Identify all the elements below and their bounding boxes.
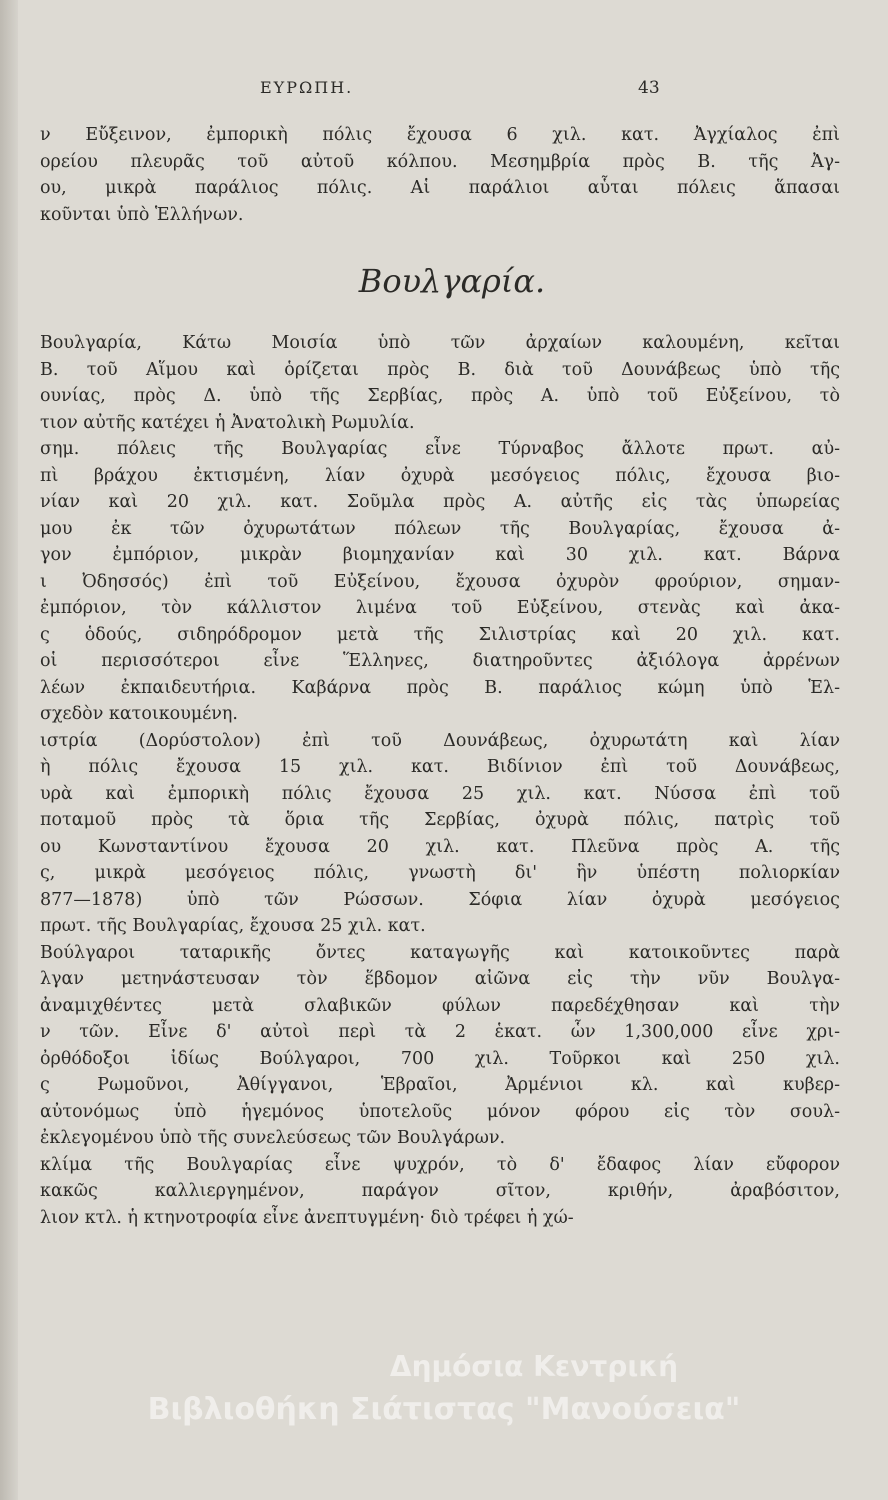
- text-line: πὶ βράχου ἐκτισμένη, λίαν ὀχυρὰ μεσόγειος πόλις, ἔχουσα βιο-: [40, 465, 840, 486]
- text-line: ν Εὔξεινον, ἐμπορικὴ πόλις ἔχουσα 6 χιλ. κατ. Ἀγχίαλος ἐπὶ: [40, 125, 840, 145]
- text-line: αὐτονόμως ὑπὸ ἡγεμόνος ὑποτελοῦς μόνον φόρου εἰς τὸν σουλ-: [40, 1101, 840, 1122]
- text-line: κοῦνται ὑπὸ Ἑλλήνων.: [40, 204, 244, 225]
- text-line: Βούλγαροι ταταρικῆς ὄντες καταγωγῆς καὶ κατοικοῦντες παρὰ: [40, 942, 840, 963]
- text-line: κλίμα τῆς Βουλγαρίας εἶνε ψυχρόν, τὸ δ' ἔδαφος λίαν εὔφορον: [40, 1154, 840, 1175]
- text-line: λέων ἐκπαιδευτήρια. Καβάρνα πρὸς Β. παράλιος κώμη ὑπὸ Ἑλ-: [40, 677, 840, 698]
- book-binding-shadow: [0, 0, 18, 1500]
- text-line: ς, μικρὰ μεσόγειος πόλις, γνωστὴ δι' ἣν ὑπέστη πολιορκίαν: [40, 863, 840, 883]
- text-line: οἱ περισσότεροι εἶνε Ἕλληνες, διατηροῦντες ἀξιόλογα ἀρρένων: [40, 651, 840, 671]
- text-line: Β. τοῦ Αἵμου καὶ ὁρίζεται πρὸς Β. διὰ τοῦ Δουνάβεως ὑπὸ τῆς: [40, 359, 840, 380]
- text-line: νίαν καὶ 20 χιλ. κατ. Σοῦμλα πρὸς Α. αὐτῆς εἰς τὰς ὑπωρείας: [40, 492, 840, 512]
- text-line: ἐμπόριον, τὸν κάλλιστον λιμένα τοῦ Εὐξείνου, στενὰς καὶ ἀκα-: [40, 598, 840, 618]
- text-line: ουνίας, πρὸς Δ. ὑπὸ τῆς Σερβίας, πρὸς Α. ὑπὸ τοῦ Εὐξείνου, τὸ: [40, 386, 840, 406]
- text-line: κακῶς καλλιεργημένον, παράγον σῖτον, κριθήν, ἀραβόσιτον,: [40, 1181, 840, 1201]
- text-line: γον ἐμπόριον, μικρὰν βιομηχανίαν καὶ 30 χιλ. κατ. Βάρνα: [40, 545, 840, 565]
- text-line: Βουλγαρία, Κάτω Μοισία ὑπὸ τῶν ἀρχαίων καλουμένη, κεῖται: [40, 333, 840, 353]
- library-watermark-line1: Δημόσια Κεντρική: [389, 1350, 679, 1383]
- text-line: ου, μικρὰ παράλιος πόλις. Αἱ παράλιοι αὗται πόλεις ἅπασαι: [40, 178, 840, 198]
- body-text: [40, 330, 840, 1231]
- text-line: ὀρθόδοξοι ἰδίως Βούλγαροι, 700 χιλ. Τοῦρκοι καὶ 250 χιλ.: [40, 1048, 840, 1069]
- running-head: [0, 78, 888, 102]
- text-line: λγαν μετηνάστευσαν τὸν ἕβδομον αἰῶνα εἰς τὴν νῦν Βουλγα-: [40, 969, 840, 989]
- text-line: ἐκλεγομένου ὑπὸ τῆς συνελεύσεως τῶν Βουλγάρων.: [40, 1128, 506, 1148]
- text-line: ἀναμιχθέντες μετὰ σλαβικῶν φύλων παρεδέχθησαν καὶ τὴν: [40, 995, 840, 1016]
- text-line: ου Κωνσταντίνου ἔχουσα 20 χιλ. κατ. Πλεῦνα πρὸς Α. τῆς: [40, 836, 840, 857]
- page-number: 43: [638, 78, 660, 98]
- text-line: τιον αὐτῆς κατέχει ἡ Ἀνατολικὴ Ρωμυλία.: [40, 412, 415, 433]
- text-line: 877—1878) ὑπὸ τῶν Ρώσσων. Σόφια λίαν ὀχυρὰ μεσόγειος: [40, 889, 840, 910]
- text-line: ν τῶν. Εἶνε δ' αὐτοὶ περὶ τὰ 2 ἑκατ. ὧν 1,300,000 εἶνε χρι-: [40, 1022, 840, 1042]
- text-line: σχεδὸν κατοικουμένη.: [40, 704, 238, 724]
- library-watermark-line2: Βιβλιοθήκη Σιάτιστας "Μανούσεια": [147, 1392, 741, 1427]
- text-line: ς Ρωμοῦνοι, Ἀθίγγανοι, Ἑβραῖοι, Ἀρμένιοι κλ. καὶ κυβερ-: [40, 1075, 840, 1095]
- text-line: ποταμοῦ πρὸς τὰ ὅρια τῆς Σερβίας, ὀχυρὰ πόλις, πατρὶς τοῦ: [40, 810, 840, 830]
- text-line: λιον κτλ. ἡ κτηνοτροφία εἶνε ἀνεπτυγμένη· διὸ τρέφει ἡ χώ-: [40, 1207, 574, 1228]
- text-line: σημ. πόλεις τῆς Βουλγαρίας εἶνε Τύρναβος ἄλλοτε πρωτ. αὐ-: [40, 439, 840, 459]
- running-head-title: ΕΥΡΩΠΗ.: [260, 78, 354, 97]
- text-line: πρωτ. τῆς Βουλγαρίας, ἔχουσα 25 χιλ. κατ.: [40, 916, 426, 936]
- text-line: μου ἐκ τῶν ὀχυρωτάτων πόλεων τῆς Βουλγαρίας, ἔχουσα ἀ-: [40, 518, 840, 539]
- text-line: ὴ πόλις ἔχουσα 15 χιλ. κατ. Βιδίνιον ἐπὶ τοῦ Δουνάβεως,: [40, 757, 840, 777]
- text-line: ιστρία (Δορύστολον) ἐπὶ τοῦ Δουνάβεως, ὀχυρωτάτη καὶ λίαν: [40, 730, 840, 751]
- intro-paragraph: [40, 122, 840, 228]
- text-line: ορείου πλευρᾶς τοῦ αὐτοῦ κόλπου. Μεσημβρία πρὸς Β. τῆς Ἀγ-: [40, 151, 840, 172]
- section-heading: Βουλγαρία.: [358, 262, 546, 300]
- text-line: ι Ὀδησσός) ἐπὶ τοῦ Εὐξείνου, ἔχουσα ὀχυρὸν φρούριον, σημαν-: [40, 571, 840, 592]
- text-line: υρὰ καὶ ἐμπορικὴ πόλις ἔχουσα 25 χιλ. κατ. Νύσσα ἐπὶ τοῦ: [40, 783, 840, 804]
- text-line: ς ὁδούς, σιδηρόδρομον μετὰ τῆς Σιλιστρίας καὶ 20 χιλ. κατ.: [40, 624, 840, 645]
